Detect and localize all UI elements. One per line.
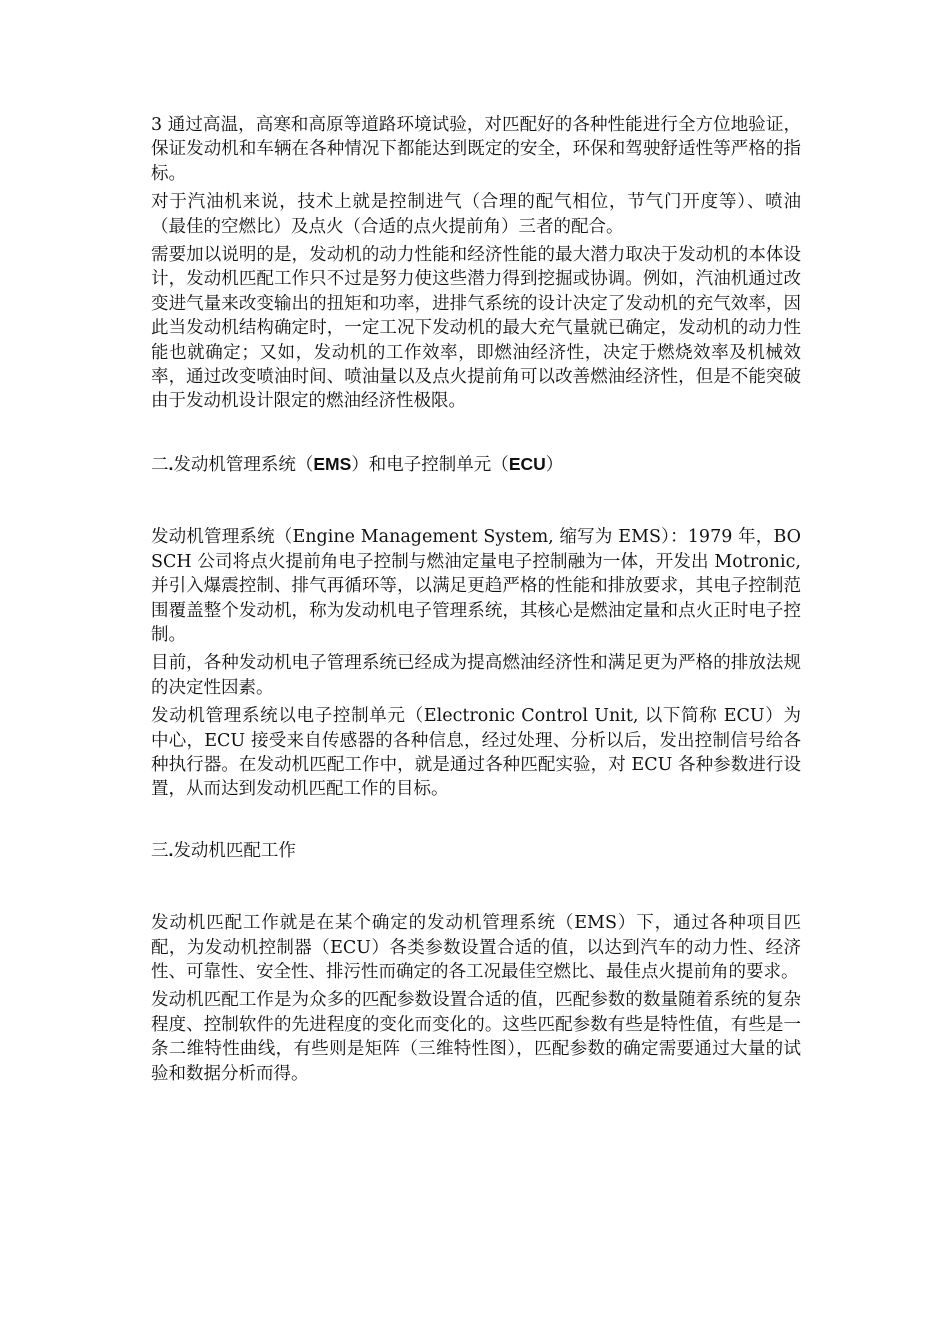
section-3-heading — [151, 838, 801, 863]
section-2-dot: . — [168, 453, 174, 474]
spacer — [151, 806, 801, 838]
intro-paragraph-1: 3 通过高温，高寒和高原等道路环境试验，对匹配好的各种性能进行全方位地验证，保证发动机和车辆在各种情况下都能达到既定的安全，环保和驾驶舒适性等严格的指标。 — [151, 115, 801, 184]
section-2-heading — [151, 452, 801, 477]
spacer — [151, 477, 801, 525]
spacer — [151, 863, 801, 911]
section-3-paragraph-2: 发动机匹配工作是为众多的匹配参数设置合适的值，匹配参数的数量随着系统的复杂程度、控制软件的先进程度的变化而变化的。这些匹配参数有些是特性值，有些是一条二维特性曲线，有些则是矩阵（三维特性图），匹配参数的确定需要通过大量的试验和数据分析而得。 — [151, 990, 801, 1084]
intro-paragraph-2: 对于汽油机来说，技术上就是控制进气（合理的配气相位，节气门开度等）、喷油（最佳的空燃比）及点火（合适的点火提前角）三者的配合。 — [151, 192, 801, 237]
document-page — [151, 113, 801, 1090]
intro-paragraph-3: 需要加以说明的是，发动机的动力性能和经济性能的最大潜力取决于发动机的本体设计，发动机匹配工作只不过是努力使这些潜力得到挖掘或协调。例如，汽油机通过改变进气量来改变输出的扭矩和功率，进排气系统的设计决定了发动机的充气效率，因此当发动机结构确定时，一定工况下发动机的最大充气量就已确定，发动机的动力性能也就确定；又如，发动机的工作效率，即燃油经济性，决定于燃烧效率及机械效率，通过改变喷油时间、喷油量以及点火提前角可以改善燃油经济性，但是不能突破由于发动机设计限定的燃油经济性极限。 — [151, 245, 801, 412]
section-2-paragraph-2: 目前，各种发动机电子管理系统已经成为提高燃油经济性和满足更为严格的排放法规的决定性因素。 — [151, 653, 801, 698]
section-3-paragraph-1: 发动机匹配工作就是在某个确定的发动机管理系统（EMS）下，通过各种项目匹配，为发动机控制器（ECU）各类参数设置合适的值，以达到汽车的动力性、经济性、可靠性、安全性、排污性而确定的各工况最佳空燃比、最佳点火提前角的要求。 — [151, 913, 801, 982]
section-2-title-ems: EMS — [313, 453, 352, 474]
section-3-title: 发动机匹配工作 — [173, 840, 296, 861]
section-2-paragraph-1: 发动机管理系统（Engine Management System, 缩写为 EMS）：1979 年，BOSCH 公司将点火提前角电子控制与燃油定量电子控制融为一体，开发出 Motronic,并引入爆震控制、排气再循环等，以满足更趋严格的性能和排放要求，其电子控制范围覆盖整个发动机，称为发动机电子管理系统，其核心是燃油定量和点火正时电子控制。 — [151, 527, 801, 645]
section-2-paragraph-3: 发动机管理系统以电子控制单元（Electronic Control Unit, 以下简称 ECU）为中心，ECU 接受来自传感器的各种信息，经过处理、分析以后，发出控制信号给各种执行器。在发动机匹配工作中，就是通过各种匹配实验，对 ECU 各种参数进行设置，从而达到发动机匹配工作的目标。 — [151, 706, 801, 800]
section-2-title-part-e: ） — [545, 454, 564, 475]
section-3-dot: . — [168, 839, 174, 860]
section-2-number: 二 — [151, 454, 169, 475]
section-3-number: 三 — [151, 840, 169, 861]
spacer — [151, 418, 801, 452]
section-2-title-part-a: 发动机管理系统（ — [173, 454, 314, 475]
section-2-title-ecu: ECU — [508, 453, 546, 474]
section-2-title-part-c: ）和电子控制单元（ — [351, 454, 509, 475]
